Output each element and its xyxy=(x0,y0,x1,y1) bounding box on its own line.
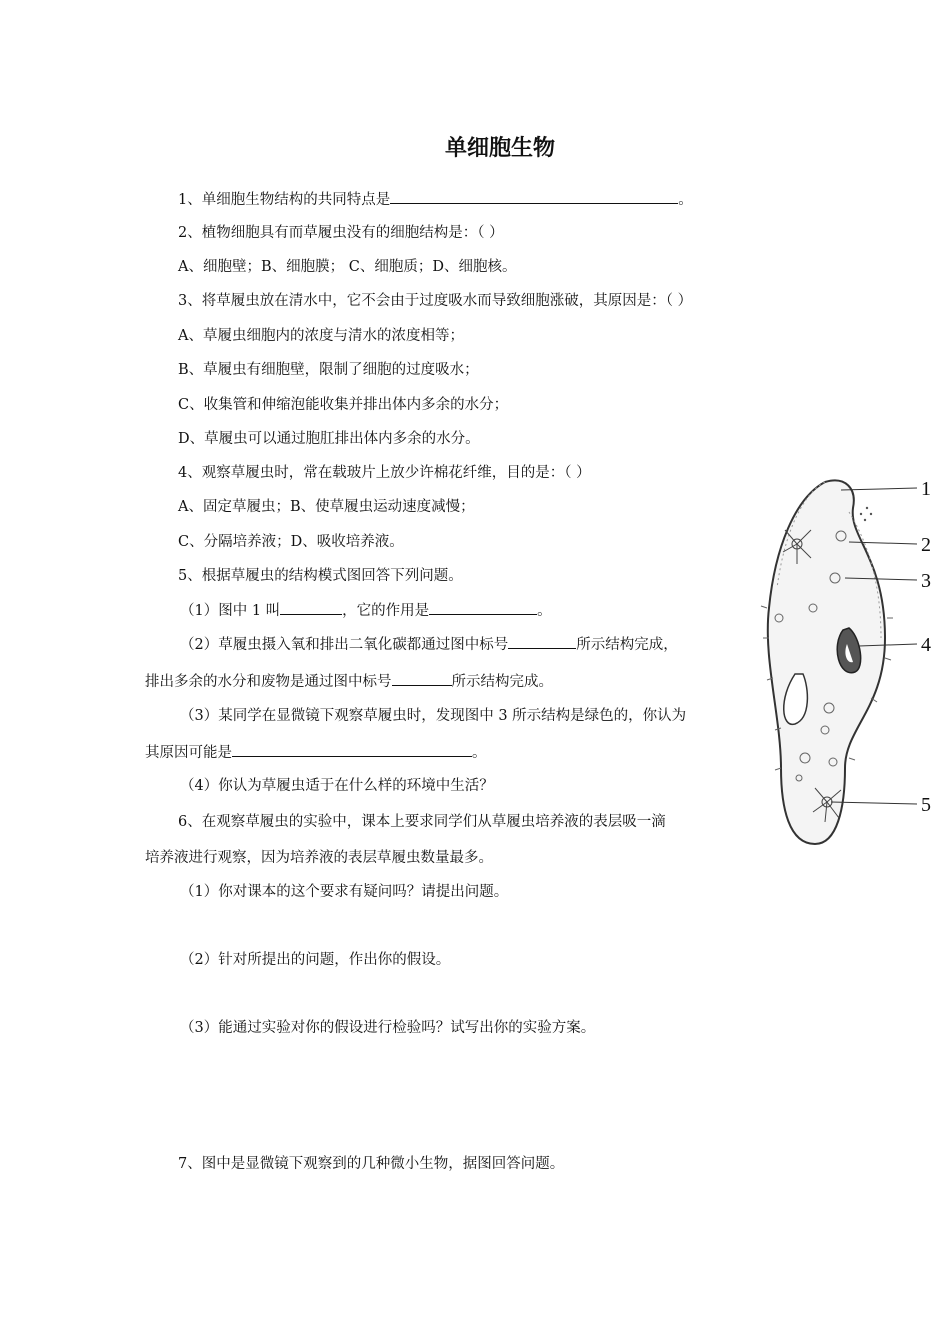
paramecium-diagram xyxy=(745,468,945,858)
question-2: 2、植物细胞具有而草履虫没有的细胞结构是：（ ） xyxy=(178,225,504,241)
question-3-option-c: C、收集管和伸缩泡能收集并排出体内多余的水分； xyxy=(178,397,509,413)
question-1-end: 。 xyxy=(678,192,693,208)
label-3: 3 xyxy=(921,570,931,592)
label-1: 1 xyxy=(921,478,931,500)
question-5: 5、根据草履虫的结构模式图回答下列问题。 xyxy=(178,568,463,584)
question-6-cont: 培养液进行观察，因为培养液的表层草履虫数量最多。 xyxy=(145,850,493,866)
question-2-options: A、细胞壁；B、细胞膜； C、细胞质；D、细胞核。 xyxy=(178,259,517,275)
sub-2-text-b: 所示结构完成， xyxy=(576,637,678,653)
question-6-sub-2: （2）针对所提出的问题，作出你的假设。 xyxy=(180,952,451,968)
label-2: 2 xyxy=(921,534,931,556)
question-5-sub-4: （4）你认为草履虫适于在什么样的环境中生活？ xyxy=(180,778,494,794)
question-6-sub-3: （3）能通过实验对你的假设进行检验吗？试写出你的实验方案。 xyxy=(180,1020,596,1036)
page-title: 单细胞生物 xyxy=(444,136,555,161)
question-3-option-d: D、草履虫可以通过胞肛排出体内多余的水分。 xyxy=(178,431,480,447)
sub-2-text-c: 排出多余的水分和废物是通过图中标号 xyxy=(145,674,392,690)
sub-3-text-c: 。 xyxy=(472,745,487,761)
question-7: 7、图中是显微镜下观察到的几种微小生物，据图回答问题。 xyxy=(178,1156,565,1172)
sub-1-text-c: 。 xyxy=(537,603,552,619)
question-5-sub-3: （3）某同学在显微镜下观察草履虫时，发现图中 3 所示结构是绿色的，你认为 xyxy=(180,708,687,724)
question-3-option-a: A、草履虫细胞内的浓度与清水的浓度相等； xyxy=(178,328,464,344)
question-1-text: 1、单细胞生物结构的共同特点是 xyxy=(178,192,391,208)
question-6-sub-1: （1）你对课本的这个要求有疑问吗？请提出问题。 xyxy=(180,884,509,900)
question-4-options-cd: C、分隔培养液；D、吸收培养液。 xyxy=(178,534,404,550)
sub-1-text-b: ，它的作用是 xyxy=(342,603,430,619)
sub-1-text-a: （1）图中 1 叫 xyxy=(180,603,281,619)
answer-blank[interactable] xyxy=(392,671,452,686)
label-4: 4 xyxy=(921,634,931,656)
question-5-sub-2 xyxy=(180,634,678,655)
question-3: 3、将草履虫放在清水中，它不会由于过度吸水而导致细胞涨破，其原因是：（ ） xyxy=(178,293,693,309)
answer-blank[interactable] xyxy=(390,189,678,204)
paramecium-body xyxy=(761,480,893,844)
answer-blank[interactable] xyxy=(280,600,342,615)
question-6: 6、在观察草履虫的实验中，课本上要求同学们从草履虫培养液的表层吸一滴 xyxy=(178,814,666,830)
question-4-options-ab: A、固定草履虫；B、使草履虫运动速度减慢； xyxy=(178,499,475,515)
sub-2-text-a: （2）草履虫摄入氧和排出二氧化碳都通过图中标号 xyxy=(180,637,509,653)
sub-3-text-b: 其原因可能是 xyxy=(145,745,232,761)
question-4: 4、观察草履虫时，常在载玻片上放少许棉花纤维，目的是：（ ） xyxy=(178,465,591,481)
label-5: 5 xyxy=(921,794,931,816)
question-5-sub-3-cont xyxy=(145,742,487,763)
question-5-sub-2-cont xyxy=(145,671,553,692)
question-3-option-b: B、草履虫有细胞壁，限制了细胞的过度吸水； xyxy=(178,362,479,378)
answer-blank[interactable] xyxy=(508,634,576,649)
answer-blank[interactable] xyxy=(232,742,472,757)
sub-2-text-d: 所示结构完成。 xyxy=(451,674,553,690)
question-1 xyxy=(178,189,693,210)
answer-blank[interactable] xyxy=(429,600,537,615)
question-5-sub-1 xyxy=(180,600,552,621)
